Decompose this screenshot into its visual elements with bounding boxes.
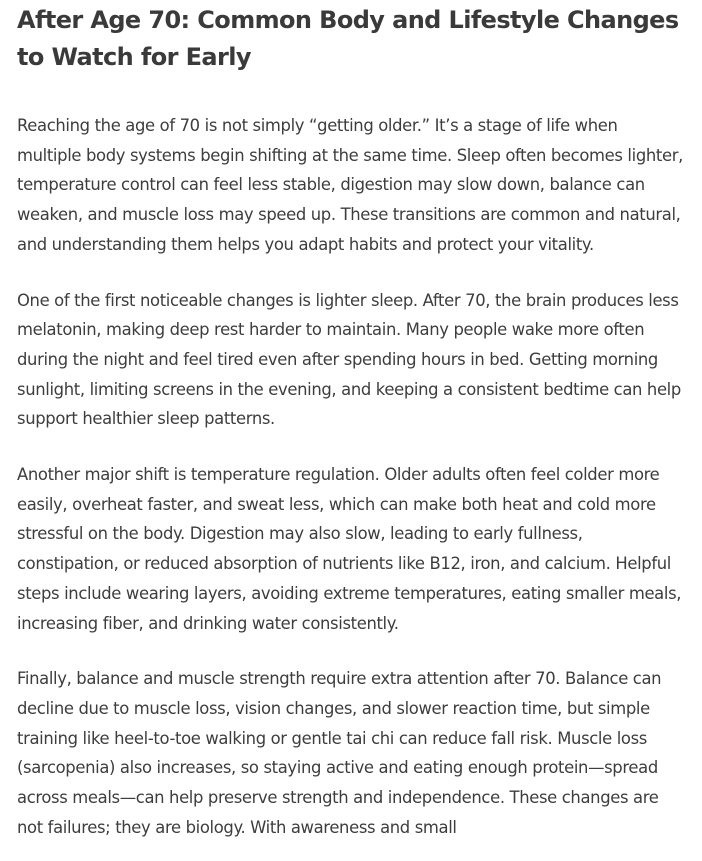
article-paragraph-intro: Reaching the age of 70 is not simply “getting older.” It’s a stage of life when multiple body systems begin shifting at the same time. Sleep often becomes lighter, temperature control can feel less stable, digestion may slow down, balance can weaken, and muscle loss may speed up. These transitions are common and natural, and understanding them helps you adapt habits and protect your vitality. (17, 116, 683, 254)
article (17, 0, 685, 842)
article-paragraph-temperature-digestion: Another major shift is temperature regulation. Older adults often feel colder more easily, overheat faster, and sweat less, which can make both heat and cold more stressful on the body. Digestion may also slow, leading to early fullness, constipation, or reduced absorption of nutrients like B12, iron, and calcium. Helpful steps include wearing layers, avoiding extreme temperatures, eating smaller meals, increasing fiber, and drinking water consistently. (17, 465, 682, 633)
article-title: After Age 70: Common Body and Lifestyle Changes to Watch for Early (17, 6, 679, 71)
article-paragraph-balance-muscle: Finally, balance and muscle strength require extra attention after 70. Balance can decline due to muscle loss, vision changes, and slower reaction time, but simple training like heel-to-toe walking or gentle tai chi can reduce fall risk. Muscle loss (sarcopenia) also increases, so staying active and eating enough protein—spread across meals—can help preserve strength and independence. These changes are not failures; they are biology. With awareness and small (17, 669, 662, 837)
article-paragraph-sleep: One of the first noticeable changes is lighter sleep. After 70, the brain produces less melatonin, making deep rest harder to maintain. Many people wake more often during the night and feel tired even after spending hours in bed. Getting morning sunlight, limiting screens in the evening, and keeping a consistent bedtime can help support healthier sleep patterns. (17, 290, 681, 429)
